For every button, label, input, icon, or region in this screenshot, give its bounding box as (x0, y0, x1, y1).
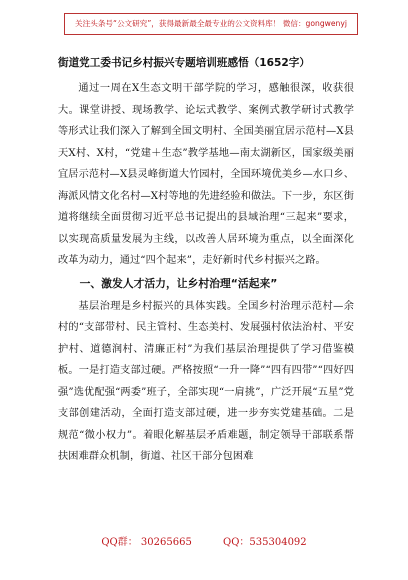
document-title: 街道党工委书记乡村振兴专题培训班感悟（1652字） (58, 57, 310, 69)
intro-paragraph: 通过一周在X生态文明干部学院的学习，感触很深，收获很大。课堂讲授、现场教学、论坛式教学、案例式教学研讨式教学等形式让我们深入了解到全国文明村、全国美丽宜居示范村—X县天X村、X村，“党建＋生态”教学基地—南太湖新区，国家级美丽宜居示范村—X县灵峰街道大竹园村，全国环境优美乡—水口乡、海派风情文化名村—X村等地的先进经验和做法。下一步，东区街道将继续全面贯彻习近平总书记提出的县域治理“三起来”要求，以实现高质量发展为主线，以改善人居环境为重点，以全面深化改革为动力，通过“四个起来”，走好新时代乡村振兴之路。 (58, 83, 354, 266)
section-heading: 一、激发人才活力，让乡村治理“活起来” (79, 276, 278, 290)
footer-contact (0, 536, 408, 550)
promo-banner: 关注头条号“公文研究”，获得最新最全最专业的公文资料库！ 微信：gongwenyj (64, 13, 358, 35)
footer-qq: QQ：535304092 (223, 537, 307, 548)
section-paragraph: 基层治理是乡村振兴的具体实践。全国乡村治理示范村—余村的“支部带村、民主管村、生态美村、发展强村依法治村、平安护村、道德润村、清廉正村”为我们基层治理提供了学习借鉴模板。一是打造支部过硬。严格按照“一升一降”“四有四带”“四好四强”选优配强“两委”班子，全部实现“一肩挑”，广泛开展“五星”党支部创建活动，全面打造支部过硬，进一步夯实党建基础。二是规范“微小权力”。着眼化解基层矛盾难题，制定领导干部联系帮扶困难群众机制，街道、社区干部分包困难 (58, 300, 354, 462)
footer-qq-group: QQ群： 30265665 (101, 537, 192, 548)
document-body (58, 78, 354, 468)
